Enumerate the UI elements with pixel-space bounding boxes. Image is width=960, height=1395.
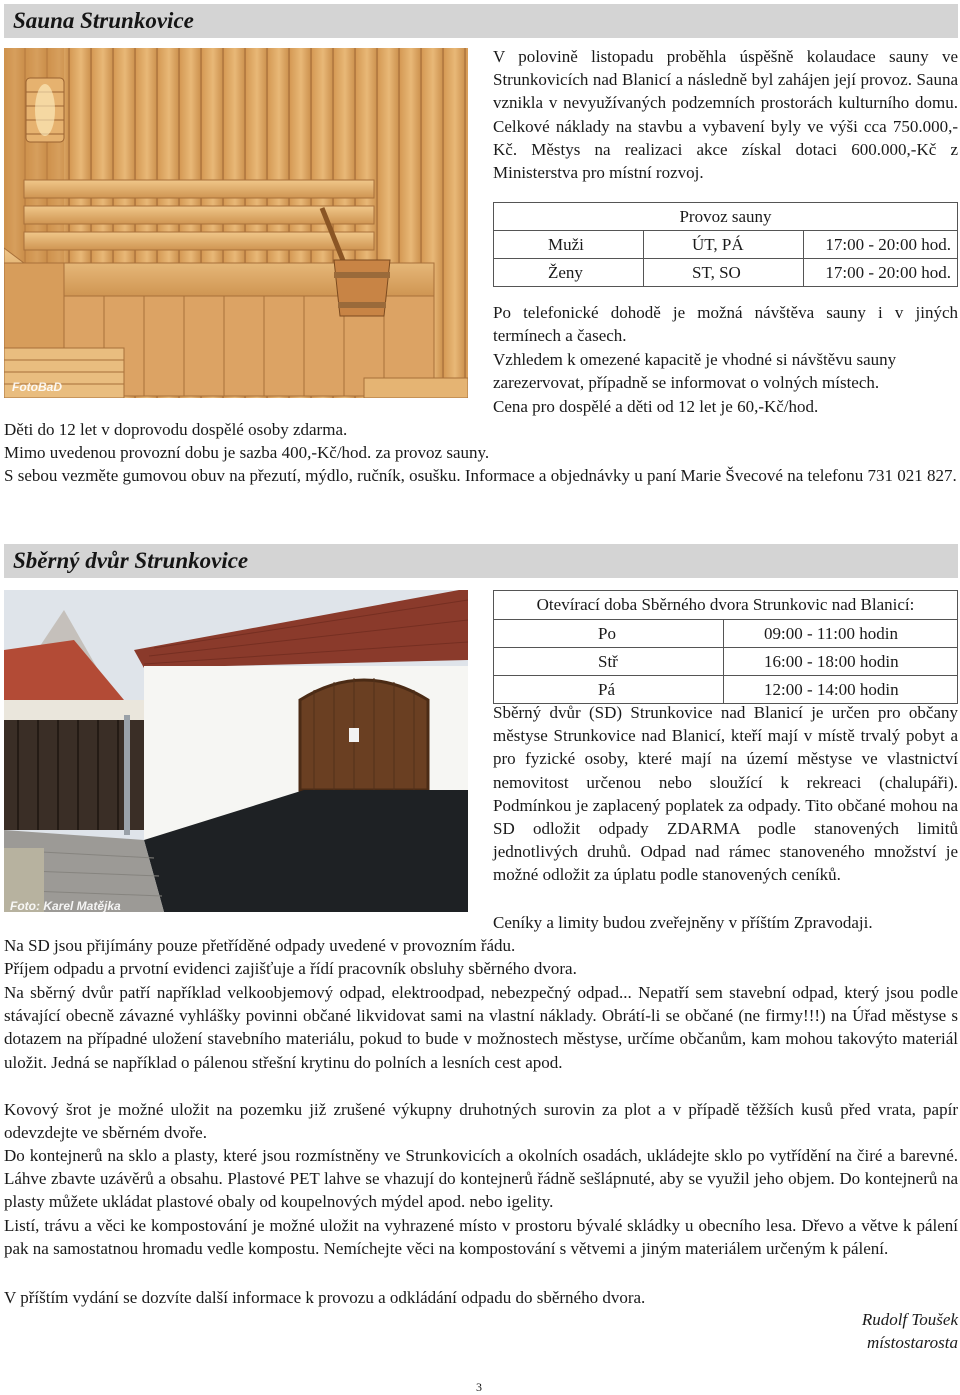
signature-name: Rudolf Toušek [861, 1310, 958, 1329]
table-row [494, 259, 958, 287]
collection-yard-hours-table [493, 590, 958, 704]
next-issue-line: V příštím vydání se dozvíte další informace k provozu a odkládání odpadu do sběrného dvora. [4, 1288, 646, 1307]
section-title: Sběrný dvůr Strunkovice [13, 548, 249, 573]
signature-role: místostarosta [866, 1333, 958, 1352]
day-cell: Stř [494, 648, 724, 676]
sauna-capacity-paragraph: Vzhledem k omezené kapacitě je vhodné si návštěvu sauny zarezervovat, případně se informovat o volných místech. [493, 350, 897, 393]
day-cell: Pá [494, 676, 724, 704]
page-number: 3 [476, 1380, 482, 1394]
section-header-sauna [4, 4, 958, 38]
table-row [494, 620, 958, 648]
glass-plastic-paragraph: Do kontejnerů na sklo a plasty, které jsou rozmístněny ve Strunkovicích a okolních osadách, ukládejte sklo po vytřídění na čiré a barevné. Láhve zbavte uzávěrů a obsahu. Plastové PET lahve se vhazují do kontejnerů řádně sešlápnuté, aby se využil jeho objem. Do kontejnerů na plasty můžete ukládat plastové obaly od koupelnových mýdel apod. nebo igelity. [4, 1146, 958, 1212]
sauna-phone-paragraph: Po telefonické dohodě je možná návštěva sauny i v jiných termínech a časech. [493, 303, 958, 346]
collection-yard-intro-paragraph: Sběrný dvůr (SD) Strunkovice nad Blanicí je určen pro občany městyse Strunkovice nad Blanicí, kteří mají v místě trvalý pobyt a pro fyzické osoby, které mají na území městyse ve vlastnictví nemovitost určenou nebo sloužící k rekreaci (chalupáři). Podmínkou je zaplacený poplatek za odpady. Tito občané mohou na SD odložit odpady ZDARMA podle stanovených limitů jednotlivých druhů. Odpad nad rámec stanoveného množství je možné odložit za úplatu podle stanovených ceníků. [493, 703, 958, 885]
table-row [494, 648, 958, 676]
sauna-interior-image [4, 48, 468, 398]
scrap-metal-paragraph: Kovový šrot je možné uložit na pozemku již zrušené výkupny druhotných surovin za plot a v případě těžších kusů před vrata, papír odevzdejte ve sběrném dvoře. [4, 1100, 958, 1143]
table-header: Provoz sauny [494, 203, 958, 231]
section-header-collection-yard [4, 544, 958, 578]
sauna-price-paragraph: Cena pro dospělé a děti od 12 let je 60,-Kč/hod. [493, 397, 819, 416]
sauna-children-line: Děti do 12 let v doprovodu dospělé osoby zdarma. [4, 420, 348, 439]
table-row [494, 676, 958, 704]
collection-yard-prices-line: Ceníky a limity budou zveřejněny v příštím Zpravodaji. [493, 913, 873, 932]
sauna-opening-hours-table [493, 202, 958, 287]
hours-cell: 17:00 - 20:00 hod. [804, 231, 958, 259]
sauna-photo [4, 48, 468, 398]
sauna-outside-hours-line: Mimo uvedenou provozní dobu je sazba 400,-Kč/hod. za provoz sauny. [4, 443, 490, 462]
photo-credit: FotoBaD [12, 380, 62, 394]
photo-credit: Foto: Karel Matějka [10, 899, 121, 912]
section-title: Sauna Strunkovice [13, 8, 194, 33]
table-row [494, 231, 958, 259]
hours-cell: 17:00 - 20:00 hod. [804, 259, 958, 287]
accepted-waste-line: Na SD jsou přijímány pouze přetříděné odpady uvedené v provozním řádu. [4, 936, 516, 955]
group-cell: Muži [494, 231, 644, 259]
waste-types-paragraph: Na sběrný dvůr patří například velkoobjemový odpad, elektroodpad, nebezpečný odpad... Nepatří sem stavební odpad, který jsou podle stávající obecně závazné vyhlášky povinni občané likvidovat sami na vlastní náklady. Obrátí-li se občané (ne firmy!!!) na Úřad městyse s dotazem na případné uložení stavebního materiálu, pokud to bude v možnostech městyse, určíme občanům, kam mohou takovýto materiál uložit. Jedná se například o pálenou střešní krytinu do polních a lesních cest apod. [4, 983, 958, 1072]
compost-paragraph: Listí, trávu a věci ke kompostování je možné uložit na vyhrazené místo v prostoru bývalé skládky u obecního lesa. Dřevo a větve k pálení pak na samostatnou hromadu vedle kompostu. Nemíchejte věci na kompostování s větvemi a jiným materiálem určeným k pálení. [4, 1216, 958, 1259]
day-cell: Po [494, 620, 724, 648]
intake-line: Příjem odpadu a prvotní evidenci zajišťuje a řídí pracovník obsluhy sběrného dvora. [4, 959, 577, 978]
hours-cell: 09:00 - 11:00 hodin [724, 620, 958, 648]
hours-cell: 16:00 - 18:00 hodin [724, 648, 958, 676]
group-cell: Ženy [494, 259, 644, 287]
collection-yard-photo [4, 590, 468, 912]
collection-yard-building-image [4, 590, 468, 912]
days-cell: ÚT, PÁ [644, 231, 804, 259]
sauna-intro-paragraph: V polovině listopadu proběhla úspěšně kolaudace sauny ve Strunkovicích nad Blanicí a následně byl zahájen její provoz. Sauna vznikla v nevyužívaných podzemních prostorách kulturního domu. Celkové náklady na stavbu a vybavení byly ve výši cca 750.000,-Kč. Městys na realizaci akce získal dotaci 600.000,-Kč z Ministerstva pro místní rozvoj. [493, 47, 958, 183]
table-header: Otevírací doba Sběrného dvora Strunkovic nad Blanicí: [494, 591, 958, 620]
days-cell: ST, SO [644, 259, 804, 287]
sauna-bring-paragraph: S sebou vezměte gumovou obuv na přezutí, mýdlo, ručník, osušku. Informace a objednávky u paní Marie Švecové na telefonu 731 021 827. [4, 466, 957, 485]
hours-cell: 12:00 - 14:00 hodin [724, 676, 958, 704]
